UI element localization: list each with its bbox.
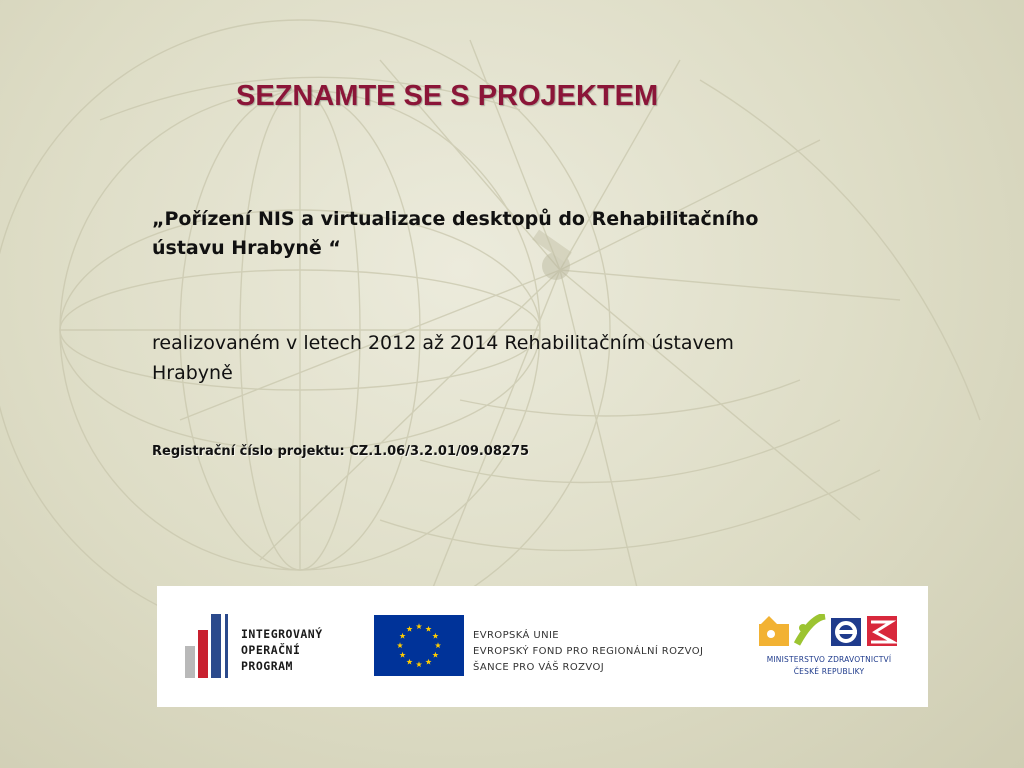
eu-line-3: ŠANCE PRO VÁŠ ROZVOJ xyxy=(473,662,605,673)
iop-logo-bars-icon xyxy=(185,614,237,678)
eu-flag-icon xyxy=(374,615,464,676)
ministry-of-health-logo-icon xyxy=(759,614,899,648)
iop-line-1: INTEGROVANÝ xyxy=(241,627,323,641)
project-name xyxy=(152,205,852,263)
mz-line-2: ČESKÉ REPUBLIKY xyxy=(793,667,865,676)
realization-line-1: realizovaném v letech 2012 až 2014 Rehabilitačním ústavem xyxy=(152,332,734,354)
realization-line-2: Hrabyně xyxy=(152,362,233,384)
funding-logos-bar xyxy=(157,586,928,707)
mz-line-1: MINISTERSTVO ZDRAVOTNICTVÍ xyxy=(766,655,892,664)
eu-line-1: EVROPSKÁ UNIE xyxy=(473,630,560,641)
iop-line-3: PROGRAM xyxy=(241,659,293,673)
iop-logo-text xyxy=(241,626,323,674)
realization-text xyxy=(152,328,852,388)
iop-line-2: OPERAČNÍ xyxy=(241,643,301,657)
project-name-line-2: ústavu Hrabyně “ xyxy=(152,237,341,259)
slide-title: SEZNAMTE SE S PROJEKTEM xyxy=(236,80,659,112)
project-name-line-1: „Pořízení NIS a virtualizace desktopů do Rehabilitačního xyxy=(152,208,759,230)
ministry-of-health-logo-text xyxy=(749,654,909,678)
registration-number: Registrační číslo projektu: CZ.1.06/3.2.01/09.08275 xyxy=(152,444,530,459)
eu-line-2: EVROPSKÝ FOND PRO REGIONÁLNÍ ROZVOJ xyxy=(473,646,704,657)
eu-logo-text xyxy=(473,628,703,676)
